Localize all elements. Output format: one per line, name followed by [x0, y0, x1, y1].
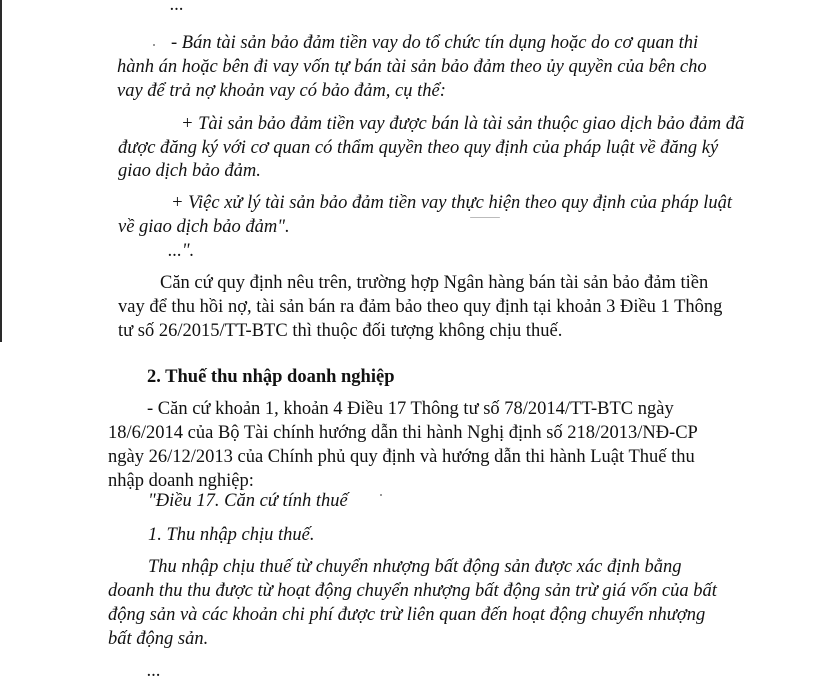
scan-speck	[153, 44, 155, 46]
basis-line-4: nhập doanh nghiệp:	[108, 471, 254, 491]
clause-line-1: Thu nhập chịu thuế từ chuyển nhượng bất động sản được xác định bằng	[148, 557, 682, 577]
basis-line-1: - Căn cứ khoản 1, khoản 4 Điều 17 Thông tư số 78/2014/TT-BTC ngày	[147, 399, 674, 419]
clause-line-4: bất động sản.	[108, 629, 209, 649]
quote-3-line-1: + Việc xử lý tài sản bảo đảm tiền vay thực hiện theo quy định của pháp luật	[171, 193, 732, 213]
article-title: "Điều 17. Căn cứ tính thuế	[148, 491, 348, 511]
basis-line-2: 18/6/2014 của Bộ Tài chính hướng dẫn thi hành Nghị định số 218/2013/NĐ-CP	[108, 423, 698, 443]
scan-edge-line	[0, 0, 2, 342]
ellipsis-bottom: ...	[147, 661, 161, 681]
basis-line-3: ngày 26/12/2013 của Chính phủ quy định và hướng dẫn thi hành Luật Thuế thu	[108, 447, 695, 467]
quote-2-line-1: + Tài sản bảo đảm tiền vay được bán là tài sản thuộc giao dịch bảo đảm đã	[181, 114, 745, 134]
clause-line-3: động sản và các khoản chi phí được trừ liên quan đến hoạt động chuyển nhượng	[108, 605, 706, 625]
ellipsis-top: ...	[170, 0, 184, 15]
conclusion-line-1: Căn cứ quy định nêu trên, trường hợp Ngân hàng bán tài sản bảo đảm tiền	[160, 273, 709, 293]
quote-end: ...".	[168, 241, 195, 261]
conclusion-line-2: vay để thu hồi nợ, tài sản bán ra đảm bảo theo quy định tại khoản 3 Điều 1 Thông	[118, 297, 723, 317]
clause-title: 1. Thu nhập chịu thuế.	[148, 525, 315, 545]
scan-speck	[380, 494, 382, 496]
quote-2-line-2: được đăng ký với cơ quan có thẩm quyền theo quy định của pháp luật về đăng ký	[118, 138, 719, 158]
clause-line-2: doanh thu thu được từ hoạt động chuyển nhượng bất động sản trừ giá vốn của bất	[108, 581, 717, 601]
section-2-heading: 2. Thuế thu nhập doanh nghiệp	[147, 367, 395, 387]
quote-2-line-3: giao dịch bảo đảm.	[118, 161, 261, 181]
quote-3-line-2: về giao dịch bảo đảm".	[118, 217, 290, 237]
quote-1-line-1: - Bán tài sản bảo đảm tiền vay do tổ chức tín dụng hoặc do cơ quan thi	[171, 33, 699, 53]
conclusion-line-3: tư số 26/2015/TT-BTC thì thuộc đối tượng không chịu thuế.	[118, 321, 563, 341]
scan-speck	[470, 217, 500, 218]
quote-1-line-2: hành án hoặc bên đi vay vốn tự bán tài sản bảo đảm theo ủy quyền của bên cho	[117, 57, 707, 77]
quote-1-line-3: vay để trả nợ khoản vay có bảo đảm, cụ thể:	[117, 81, 446, 101]
